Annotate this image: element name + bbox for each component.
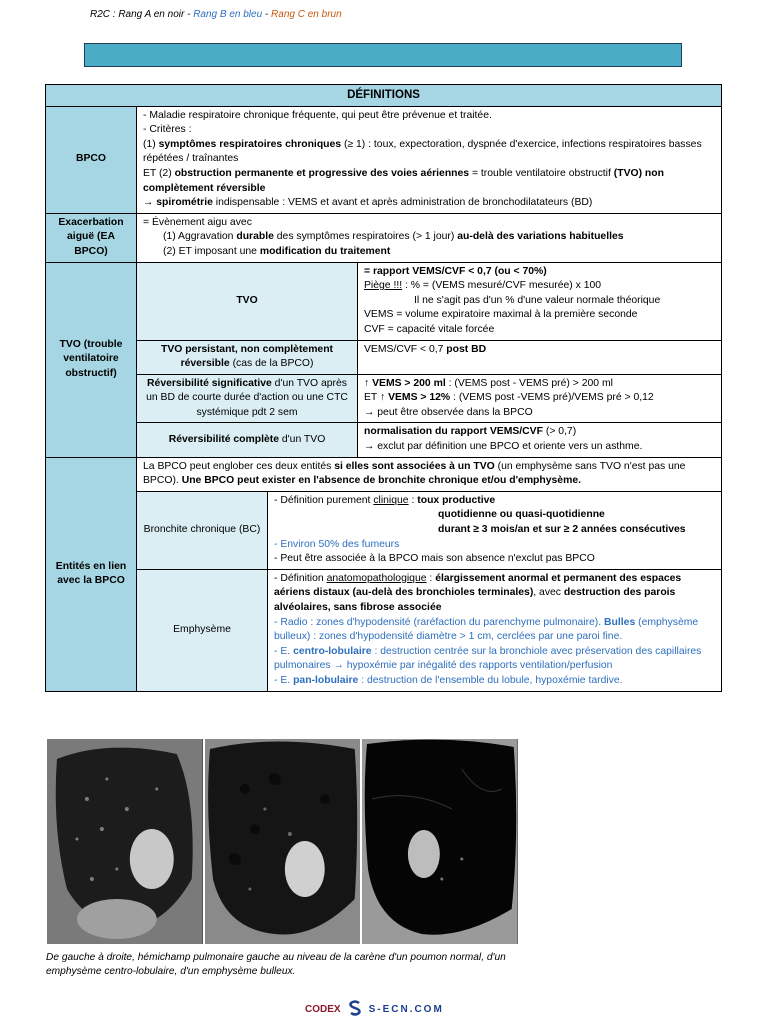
legend-rank-a: R2C : Rang A en noir (90, 9, 185, 20)
codex-logo-text: CODEX (305, 1004, 341, 1015)
table-row-reversibilite-complete (46, 423, 722, 457)
figure-caption: De gauche à droite, hémichamp pulmonaire gauche au niveau de la carène d'un poumon normal, d'un emphysème centro-lobulaire, d'un emphysème bulleux. (46, 952, 506, 977)
reversibilite-complete-definition: normalisation du rapport VEMS/CVF (> 0,7) → exclut par définition une BPCO et oriente vers un asthme. (358, 423, 722, 457)
table-row-exacerbation (46, 213, 722, 262)
row-label-exacerbation: Exacerbation aiguë (EA BPCO) (46, 213, 137, 262)
entites-intro: La BPCO peut englober ces deux entités si elles sont associées à un TVO (un emphysème sans TVO n'est pas une BPCO). Une BPCO peut exister en l'absence de bronchite chronique et/ou d'emphysème. (137, 457, 722, 491)
legend-rank-b: Rang B en bleu (193, 9, 263, 20)
emphyseme-label: Emphysème (137, 569, 268, 691)
ct-image-normal (47, 739, 203, 944)
bronchite-chronique-label: Bronchite chronique (BC) (137, 491, 268, 569)
reversibilite-complete-label: Réversibilité complète d'un TVO (137, 423, 358, 457)
row-label-tvo: TVO (trouble ventilatoire obstructif) (46, 262, 137, 457)
legend-rank-c: Rang C en brun (271, 9, 342, 20)
exacerbation-definition: = Évènement aigu avec (1) Aggravation durable des symptômes respiratoires (> 1 jour) au-delà des variations habituelles (2) ET imposant une modification du traitement (137, 213, 722, 262)
tvo-persistant-definition: VEMS/CVF < 0,7 post BD (358, 340, 722, 374)
bronchite-chronique-definition: - Définition purement clinique : toux productive quotidienne ou quasi-quotidienne durant ≥ 3 mois/an et sur ≥ 2 années consécutives - Environ 50% des fumeurs - Peut être associée à la BPCO mais son absence n'exclut pas BPCO (268, 491, 722, 569)
rank-legend: R2C : Rang A en noir - Rang B en bleu - Rang C en brun (90, 9, 342, 20)
site-name: S-ECN.COM (368, 1004, 444, 1015)
ct-image-bulleux (362, 739, 518, 944)
table-row-bronchite-chronique (46, 491, 722, 569)
tvo-label: TVO (137, 262, 358, 340)
table-row-bpco (46, 106, 722, 213)
ct-image-centrolobulaire (205, 739, 361, 944)
tvo-persistant-label: TVO persistant, non complètement réversible (cas de la BPCO) (137, 340, 358, 374)
bpco-definition: - Maladie respiratoire chronique fréquente, qui peut être prévenue et traitée. - Critères : (1) symptômes respiratoires chroniques (≥ 1) : toux, expectoration, dyspnée d'exercice, infections respiratoires basses répétées / traînantes ET (2) obstruction permanente et progressive des voies aériennes = trouble ventilatoire obstructif (TVO) non complètement réversible → spirométrie indispensable : VEMS et avant et après administration de bronchodilatateurs (BD) (137, 106, 722, 213)
table-row-emphyseme (46, 569, 722, 691)
table-row-reversibilite-significative (46, 374, 722, 423)
row-label-bpco: BPCO (46, 106, 137, 213)
row-label-entites: Entités en lien avec la BPCO (46, 457, 137, 691)
reversibilite-significative-definition: ↑ VEMS > 200 ml : (VEMS post - VEMS pré) > 200 ml ET ↑ VEMS > 12% : (VEMS post -VEMS pré)/VEMS pré > 0,12 → peut être observée dans la BPCO (358, 374, 722, 423)
footer-logo (305, 1000, 444, 1019)
emphyseme-definition: - Définition anatomopathologique : élargissement anormal et permanent des espaces aériens distaux (au-delà des bronchioles terminales), avec destruction des parois alvéolaires, sans fibrose associée - Radio : zones d'hypodensité (raréfaction du parenchyme pulmonaire). Bulles (emphysème bulleux) : zones d'hypodensité diamètre > 1 cm, cerclées par une paroi fine. - E. centro-lobulaire : destruction centrée sur la bronchiole avec préservation des capillaires pulmonaires → hypoxémie par inégalité des rapports ventilation/perfusion - E. pan-lobulaire : destruction de l'ensemble du lobule, hypoxémie tardive. (268, 569, 722, 691)
s-logo-icon (347, 1000, 363, 1019)
tvo-definition: = rapport VEMS/CVF < 0,7 (ou < 70%) Piège !!! : % = (VEMS mesuré/CVF mesurée) x 100 Il ne s'agit pas d'un % d'une valeur normale théorique VEMS = volume expiratoire maximal à la première seconde CVF = capacité vitale forcée (358, 262, 722, 340)
ct-scan-images (47, 739, 518, 944)
definitions-table (45, 84, 722, 692)
title-bar (84, 43, 682, 67)
table-row-entites (46, 457, 722, 491)
table-row-tvo (46, 262, 722, 340)
table-header: DÉFINITIONS (46, 85, 722, 107)
table-row-tvo-persistant (46, 340, 722, 374)
reversibilite-significative-label: Réversibilité significative d'un TVO après un BD de courte durée d'action ou une CTC systémique pdt 2 sem (137, 374, 358, 423)
